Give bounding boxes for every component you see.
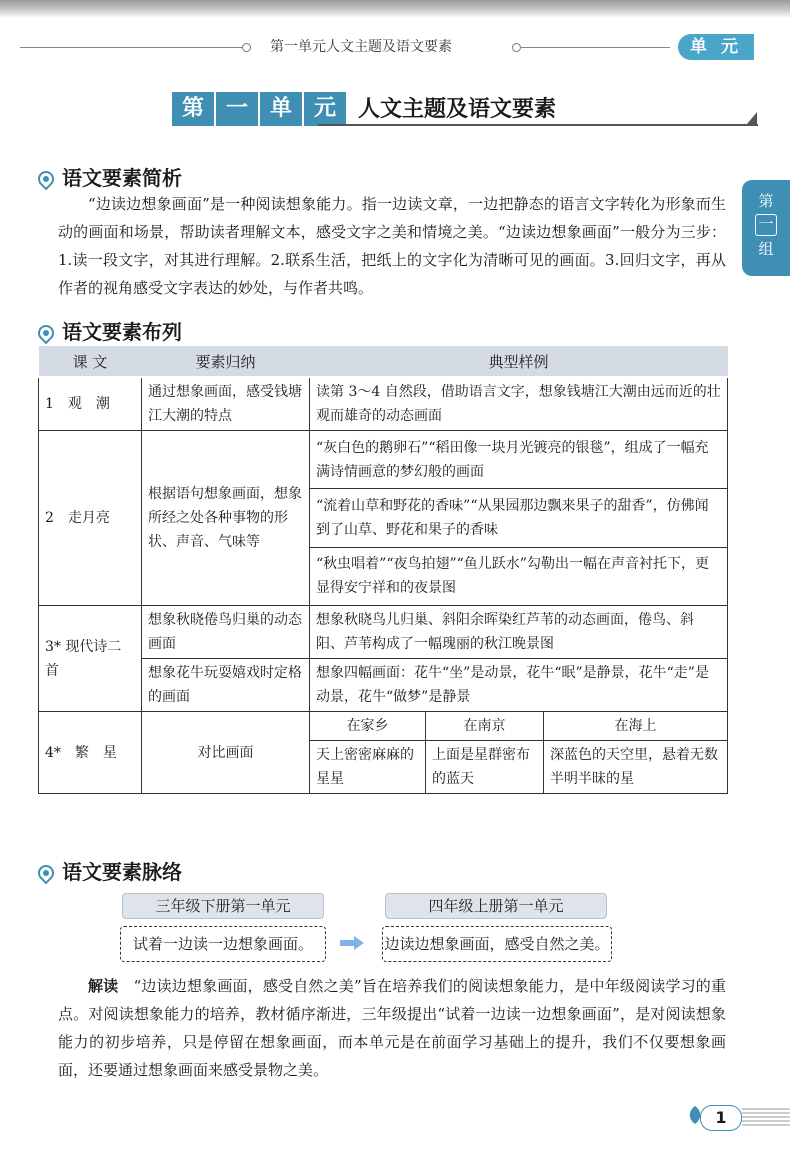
heading-chip: 第: [172, 92, 214, 126]
header-rule-left: [20, 47, 245, 48]
example-cell: “秋虫唱着”“夜鸟拍翅”“鱼儿跃水”勾勒出一幅在声音衬托下，更显得安宁祥和的夜景图: [310, 547, 728, 605]
interpretation-text: “边读边想象画面，感受自然之美”旨在培养我们的阅读想象能力，是中年级阅读学习的重点。对阅读想象能力的培养，教材循序渐进，三年级提出“试着一边读一边想象画面”，是对阅读想象能力的初步培养，只是停留在想象画面，而本单元是在前面学习基础上的提升，我们不仅要想象画面，还要通过想象画面来感受景物之美。: [58, 977, 726, 1079]
section-title: [38, 162, 182, 191]
section-title-text: 语文要素简析: [62, 166, 182, 190]
section-title: [38, 856, 182, 885]
example-cell: 想象秋晓鸟儿归巢、斜阳余晖染红芦苇的动态画面，倦鸟、斜阳、芦苇构成了一幅瑰丽的秋江晚景图: [310, 606, 728, 659]
lesson-cell: 3* 现代诗二首: [39, 606, 142, 712]
comparison-cell: 天上密密麻麻的星星: [310, 741, 426, 794]
summary-cell: 想象花牛玩耍嬉戏时定格的画面: [142, 659, 310, 712]
from-unit-label: 三年级下册第一单元: [122, 893, 324, 919]
location-pin-icon: [35, 322, 58, 345]
lesson-cell: 4* 繁 星: [39, 712, 142, 794]
to-unit-label: 四年级上册第一单元: [385, 893, 607, 919]
section-title: [38, 316, 182, 345]
table-header: 典型样例: [310, 346, 728, 377]
heading-chip: 单: [260, 92, 302, 126]
location-pin-icon: [35, 862, 58, 885]
table-row: [39, 712, 728, 794]
summary-cell: 根据语句想象画面，想象所经之处各种事物的形状、声音、气味等: [142, 431, 310, 606]
example-cell: “流着山草和野花的香味”“从果园那边飘来果子的甜香”，仿佛闻到了山草、野花和果子的香味: [310, 489, 728, 547]
summary-cell: 想象秋晓倦鸟归巢的动态画面: [142, 606, 310, 659]
side-tab-line3: 组: [758, 240, 774, 258]
heading-chip: 元: [304, 92, 346, 126]
heading-chip: 一: [216, 92, 258, 126]
running-header: [0, 36, 790, 58]
example-cell: 想象四幅画面：花牛“坐”是动景，花牛“眠”是静景，花牛“走”是动景，花牛“做梦”是静景: [310, 659, 728, 712]
top-shadow-bar: [0, 0, 790, 18]
section-title-text: 语文要素脉络: [62, 860, 182, 884]
lesson-cell: 2 走月亮: [39, 431, 142, 606]
comparison-header: 在家乡: [310, 712, 426, 741]
location-pin-icon: [35, 168, 58, 191]
table-header: 课 文: [39, 346, 142, 377]
table-header: 要素归纳: [142, 346, 310, 377]
heading-title: 人文主题及语文要素: [358, 96, 557, 122]
example-cell: 读第 3～4 自然段，借助语言文字，想象钱塘江大潮由远而近的壮观而雄奇的动态画面: [310, 377, 728, 431]
table-row: [39, 377, 728, 431]
table-row: [39, 606, 728, 659]
arrow-right-icon: [340, 936, 364, 950]
header-rule-right: [520, 47, 670, 48]
summary-cell: 对比画面: [142, 712, 310, 794]
heading-triangle: [747, 112, 757, 124]
comparison-header: 在海上: [544, 712, 728, 741]
table-row: [39, 431, 728, 489]
interpretation-paragraph: [58, 972, 726, 1084]
comparison-cell: 上面是星群密布的蓝天: [426, 741, 544, 794]
comparison-cell: 深蓝色的天空里，悬着无数半明半昧的星: [544, 741, 728, 794]
lesson-cell: 1 观 潮: [39, 377, 142, 431]
comparison-header: 在南京: [426, 712, 544, 741]
side-tab-line1: 第: [758, 192, 774, 210]
heading-underline: [318, 124, 758, 126]
section1-paragraph: “边读边想象画面”是一种阅读想象能力。指一边读文章，一边把静态的语言文字转化为形象而生动的画面和场景，帮助读者理解文本，感受文字之美和情境之美。“边读边想象画面”一般分为三步：1.读一段文字，对其进行理解。2.联系生活，把纸上的文字化为清晰可见的画面。3.回归文字，再从作者的视角感受文字表达的妙处，与作者共鸣。: [58, 195, 726, 297]
example-cell: “灰白色的鹅卵石”“稻田像一块月光镀亮的银毯”，组成了一幅充满诗情画意的梦幻般的画面: [310, 431, 728, 489]
page-number: 1: [700, 1105, 742, 1131]
example-cell: [310, 712, 728, 794]
summary-cell: 通过想象画面，感受钱塘江大潮的特点: [142, 377, 310, 431]
section-title-text: 语文要素布列: [62, 320, 182, 344]
from-unit-text: 试着一边读一边想象画面。: [120, 926, 326, 962]
elements-table: [38, 346, 728, 794]
side-tab: [742, 180, 790, 276]
unit-tag: 单 元: [678, 34, 754, 60]
comparison-table: [309, 711, 728, 794]
header-dot-left: [242, 43, 251, 52]
footer-stripes: [742, 1108, 790, 1126]
table-row: [39, 659, 728, 712]
to-unit-text: 边读边想象画面，感受自然之美。: [382, 926, 612, 962]
running-title: 第一单元人文主题及语文要素: [270, 39, 452, 55]
interpretation-lead: 解读: [88, 977, 119, 995]
side-tab-line2: 一: [755, 214, 777, 236]
